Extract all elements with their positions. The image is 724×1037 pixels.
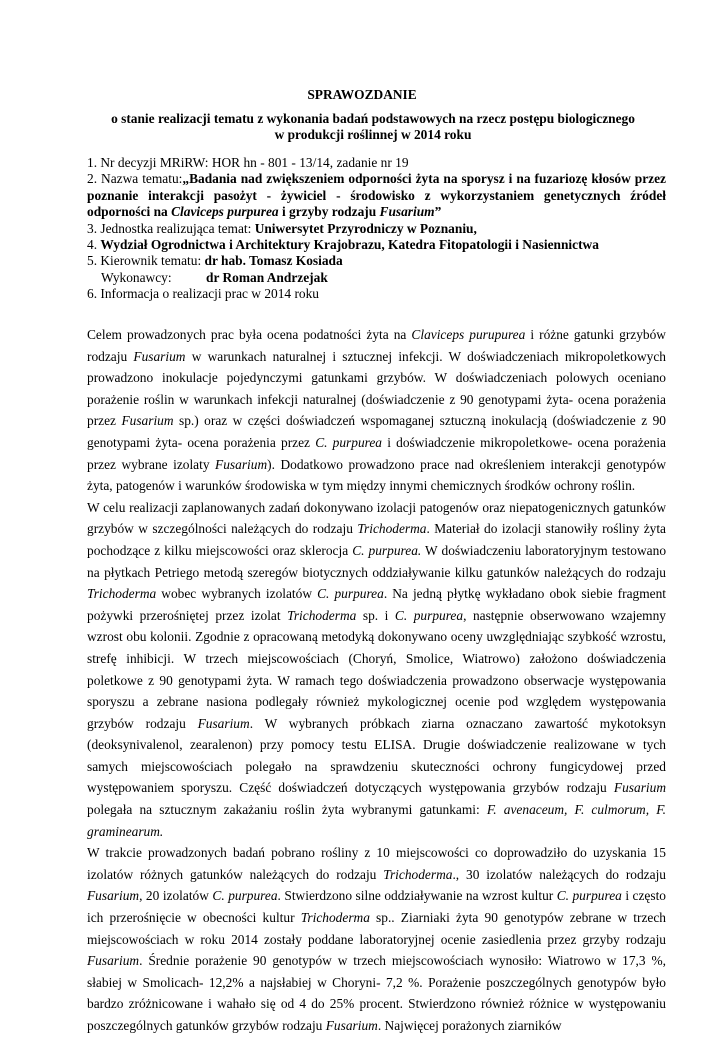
topic-text-1: „Badania nad zwiększeniem odporności żyta na sporysz i na fuzariozę kłosów przez poznanie interakcji pasożyt - żywiciel - środowisko z wykorzystaniem genetycznych źródeł odporności na	[87, 171, 666, 220]
italic-term: Fusarium	[87, 953, 140, 969]
italic-term: C. purpurea	[317, 586, 384, 602]
text-run: sp.. Ziarniaki żyta 90 genotypów zebrane w trzech miejscowościach w roku 2014 zostały poddane laboratoryjnej ocenie zasiedlenia przez grzyby rodzaju	[87, 910, 666, 947]
executors-label: Wykonawcy:	[101, 269, 172, 285]
italic-term: Fusarium	[133, 348, 186, 364]
topic-text-2: i grzyby rodzaju	[278, 204, 380, 220]
executors	[87, 270, 666, 286]
text-run: . W wybranych próbkach ziarna oznaczano zawartość mykotoksyn (deoksynivalenol, zearalenon) przy pomocy testu ELISA. Drugie doświadczenie realizowane w tych samych miejscowościach polegało na sprawdzeniu skuteczności ochrony fungicydowej przed występowaniem sporyszu. Część doświadczeń dotyczących występowania grzybów rodzaju	[87, 715, 666, 796]
italic-term: Fusarium	[325, 1018, 378, 1033]
topic-manager-value: dr hab. Tomasz Kosiada	[204, 253, 343, 269]
text-run: , następnie obserwowano wzajemny wzrost obu kolonii. Zgodnie z opracowaną metodyką dokonywano oceny uwzględniając szybkość wzrostu, strefę inhibicji. W trzech miejscowościach (Choryń, Smolice, Wiatrowo) założono doświadczenia poletkowe z 90 genotypami żyta. W ramach tego doświadczenia prowadzono obserwacje występowania sporyszu a zebrane nasiona podlegały również mykologicznej ocenie pod względem występowania grzybów rodzaju	[87, 607, 666, 731]
italic-term: Fusarium	[87, 888, 140, 904]
topic-name	[87, 171, 666, 220]
implementing-unit	[87, 221, 666, 237]
text-run: . Stwierdzono silne oddziaływanie na wzrost kultur	[277, 888, 557, 904]
italic-term: Trichoderma	[357, 521, 427, 537]
topic-text-3: ”	[434, 204, 442, 220]
text-run: Celem prowadzonych prac była ocena podatności żyta na	[87, 327, 412, 342]
text-run: i doświadczenie mikropoletkowe- ocena porażenia przez wybrane izolaty	[87, 434, 666, 472]
faculty-value: Wydział Ogrodnictwa i Architektury Krajobrazu, Katedra Fitopatologii i Nasiennictwa	[100, 237, 599, 253]
implementing-unit-value: Uniwersytet Przyrodniczy w Poznaniu,	[254, 220, 477, 236]
topic-species-1: Claviceps purpurea	[171, 204, 279, 220]
text-run: ). Dodatkowo prowadzono prace nad określeniem interakcji genotypów żyta, patogenów i warunków środowiska w tym między innymi chemicznych środków ochrony roślin.	[87, 456, 666, 494]
text-run: W trakcie prowadzonych badań pobrano rośliny z 10 miejscowości co doprowadziło do uzyskania 15 izolatów różnych gatunków należących do rodzaju	[87, 845, 666, 882]
paragraph-2	[87, 497, 666, 843]
topic-manager	[87, 253, 666, 269]
work-info-heading: 6. Informacja o realizacji prac w 2014 roku	[87, 286, 320, 302]
italic-term: F. avenaceum, F. culmorum, F. graminearum.	[87, 802, 666, 839]
subtitle-line-2: w produkcji roślinnej w 2014 roku	[274, 127, 472, 142]
decision-number: 1. Nr decyzji MRiRW: HOR hn - 801 - 13/14, zadanie nr 19	[87, 155, 409, 170]
italic-term: Fusarium	[613, 780, 666, 796]
italic-term: Fusarium	[197, 715, 250, 731]
text-run: . Materiał do izolacji stanowiły rośliny żyta pochodzące z kilku miejscowości oraz sklerocja	[87, 521, 666, 558]
report-header-info	[87, 155, 666, 303]
report-body	[87, 324, 666, 1037]
italic-term: C. purpurea	[556, 888, 622, 904]
text-run: sp. i	[356, 607, 395, 623]
text-run: . Na jedną płytkę wykładano obok siebie fragment pożywki przerośniętej przez izolat	[87, 586, 666, 623]
paragraph-1	[87, 324, 666, 497]
faculty	[87, 237, 666, 253]
report-title: SPRAWOZDANIE	[307, 87, 417, 102]
text-run: polegała na sztucznym zakażaniu roślin żyta wybranymi gatunkami:	[87, 802, 487, 818]
italic-term: C. purpurea	[394, 607, 464, 623]
italic-term: Trichoderma	[87, 586, 157, 602]
text-run: ., 30 izolatów należących do rodzaju	[452, 866, 666, 882]
text-run: i różne gatunki grzybów rodzaju	[87, 327, 666, 364]
text-run: W doświadczeniu laboratoryjnym testowano na płytkach Petriego metodą szeregów biotycznych oddziaływanie kilku gatunków należących do rodzaju	[87, 542, 667, 580]
text-run: i często ich przerośnięcie w obecności kultur	[87, 888, 667, 926]
text-run: , 20 izolatów	[139, 888, 213, 904]
text-run: wobec wybranych izolatów	[156, 586, 318, 602]
italic-term: Claviceps purupurea	[411, 327, 526, 342]
italic-term: Fusarium	[215, 456, 268, 472]
faculty-number: 4.	[87, 237, 101, 253]
topic-manager-label: 5. Kierownik tematu:	[87, 253, 205, 269]
italic-term: Trichoderma	[287, 607, 357, 623]
text-run: W celu realizacji zaplanowanych zadań dokonywano izolacji patogenów oraz niepatogenicznych gatunków grzybów w szczególności należących do rodzaju	[87, 499, 666, 537]
topic-label: 2. Nazwa tematu:	[87, 171, 183, 187]
italic-term: Fusarium	[121, 413, 174, 429]
implementing-unit-label: 3. Jednostka realizująca temat:	[87, 220, 255, 236]
subtitle-line-1: o stanie realizacji tematu z wykonania badań podstawowych na rzecz postępu biologicznego	[111, 111, 635, 126]
executors-value: dr Roman Andrzejak	[206, 269, 328, 285]
italic-term: Trichoderma	[383, 866, 453, 882]
italic-term: C. purpurea.	[352, 542, 422, 558]
italic-term: C. purpurea	[315, 434, 383, 450]
report-subtitle	[80, 111, 666, 143]
text-run: . Średnie porażenie 90 genotypów w trzech miejscowościach wynosiło: Wiatrowo w 17,3 %, słabiej w Smolicach- 12,2% a najsłabiej w Choryni- 7,2 %. Porażenie poszczególnych genotypów było bardzo zróżnicowane i wahało się od 4 do 25% procent. Stwierdzono również różnice w występowaniu poszczególnych gatunków grzybów rodzaju	[87, 953, 666, 1033]
topic-species-2: Fusarium	[379, 204, 435, 220]
text-run: . Najwięcej porażonych ziarników	[377, 1018, 562, 1033]
italic-term: Trichoderma	[300, 910, 370, 926]
italic-term: C. purpurea	[212, 888, 278, 904]
text-run: w warunkach naturalnej i sztucznej infekcji. W doświadczeniach mikropoletkowych prowadzono inokulacje pojedynczymi gatunkami grzybów. W doświadczeniach polowych oceniano porażenie roślin w warunkach infekcji naturalnej (doświadczenie z 90 genotypami żyta- ocena porażenia przez	[87, 348, 667, 429]
paragraph-3	[87, 842, 666, 1036]
text-run: sp.) oraz w części doświadczeń wspomaganej sztuczną inokulacją (doświadczenie z 90 genotypami żyta- ocena porażenia przez	[87, 413, 666, 450]
